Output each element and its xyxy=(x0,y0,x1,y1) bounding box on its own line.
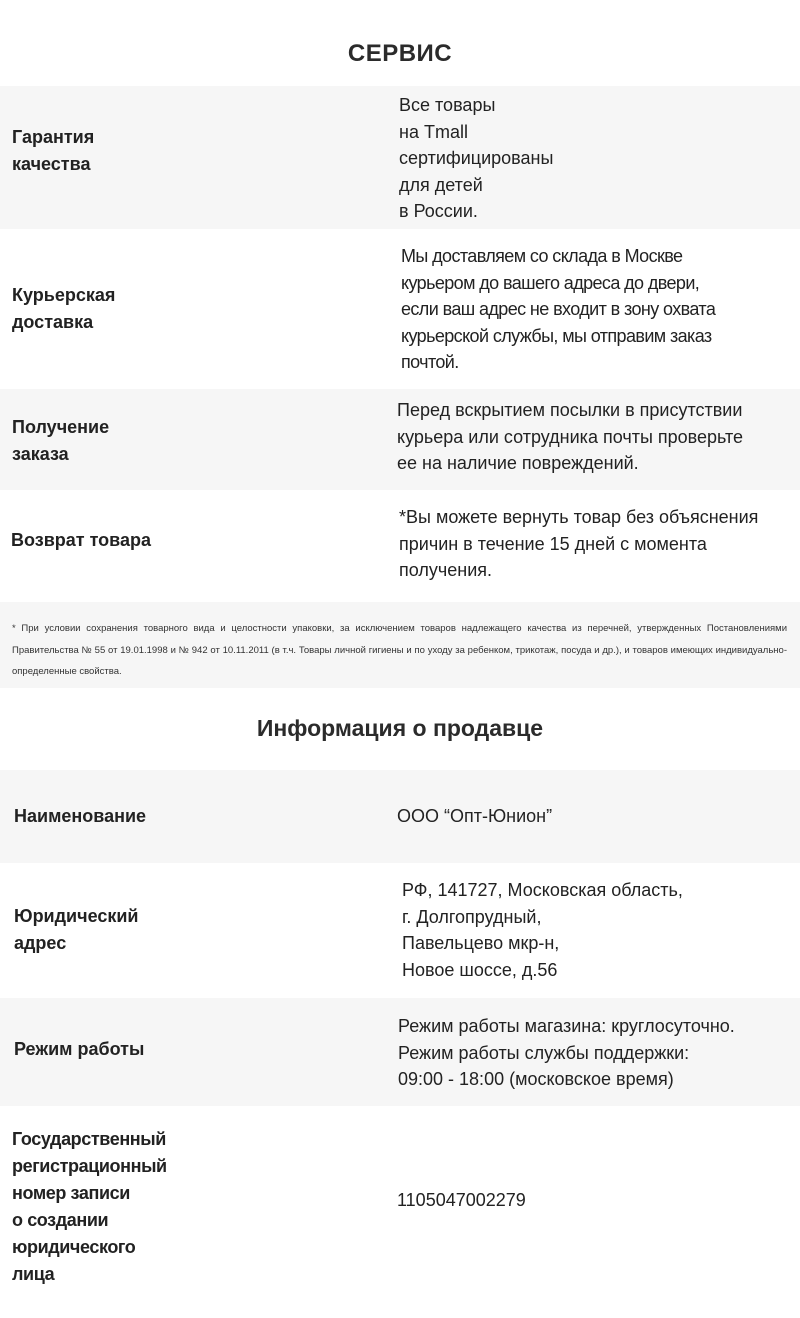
seller-row-working-hours xyxy=(0,998,800,1106)
row-label: Возврат товара xyxy=(11,530,152,550)
service-section-title: СЕРВИС xyxy=(347,40,453,67)
row-label: Юридический адрес xyxy=(14,906,139,953)
seller-row-ogrn xyxy=(0,1106,800,1296)
row-value: Перед вскрытием посылки в присутствии курьера или сотрудника почты проверьте ее на наличие повреждений. xyxy=(397,400,744,473)
service-row-quality xyxy=(0,86,800,229)
row-label: Государственный регистрационный номер записи о создании юридического лица xyxy=(12,1129,167,1284)
seller-row-name xyxy=(0,770,800,863)
footnote-text: * При условии сохранения товарного вида и целостности упаковки, за исключением товаров надлежащего качества из перечней, утвержденных Постановлениями Правительства № 55 от 19.01.1998 и № 942 от 10.11.2011 (в т.ч. Товары личной гигиены и по уходу за ребенком, трикотаж, посуда и др.), и товаров имеющих индивидуально-определенные свойства. xyxy=(12,623,787,677)
row-label: Гарантия качества xyxy=(12,127,95,174)
row-value: ООО “Опт-Юнион” xyxy=(397,806,553,826)
row-value: РФ, 141727, Московская область, г. Долгопрудный, Павельцево мкр-н, Новое шоссе, д.56 xyxy=(402,880,683,980)
service-row-receipt xyxy=(0,389,800,490)
service-row-delivery xyxy=(0,229,800,389)
seller-section-title: Информация о продавце xyxy=(256,715,544,741)
row-label: Режим работы xyxy=(14,1039,145,1059)
row-value: *Вы можете вернуть товар без объяснения причин в течение 15 дней с момента получения. xyxy=(399,507,759,580)
seller-row-legal-address xyxy=(0,863,800,998)
row-value: Режим работы магазина: круглосуточно. Режим работы службы поддержки: 09:00 - 18:00 (московское время) xyxy=(398,1016,735,1089)
row-value: Все товары на Tmall сертифицированы для детей в России. xyxy=(399,95,554,221)
return-footnote xyxy=(0,602,800,688)
row-label: Получение заказа xyxy=(12,417,110,464)
row-value: 1105047002279 xyxy=(397,1190,526,1210)
service-row-return xyxy=(0,490,800,602)
row-label: Наименование xyxy=(14,806,147,826)
row-label: Курьерская доставка xyxy=(12,285,116,332)
row-value: Мы доставляем со склада в Москве курьером до вашего адреса до двери, если ваш адрес не входит в зону охвата курьерской службы, мы отправим заказ почтой. xyxy=(401,246,716,372)
